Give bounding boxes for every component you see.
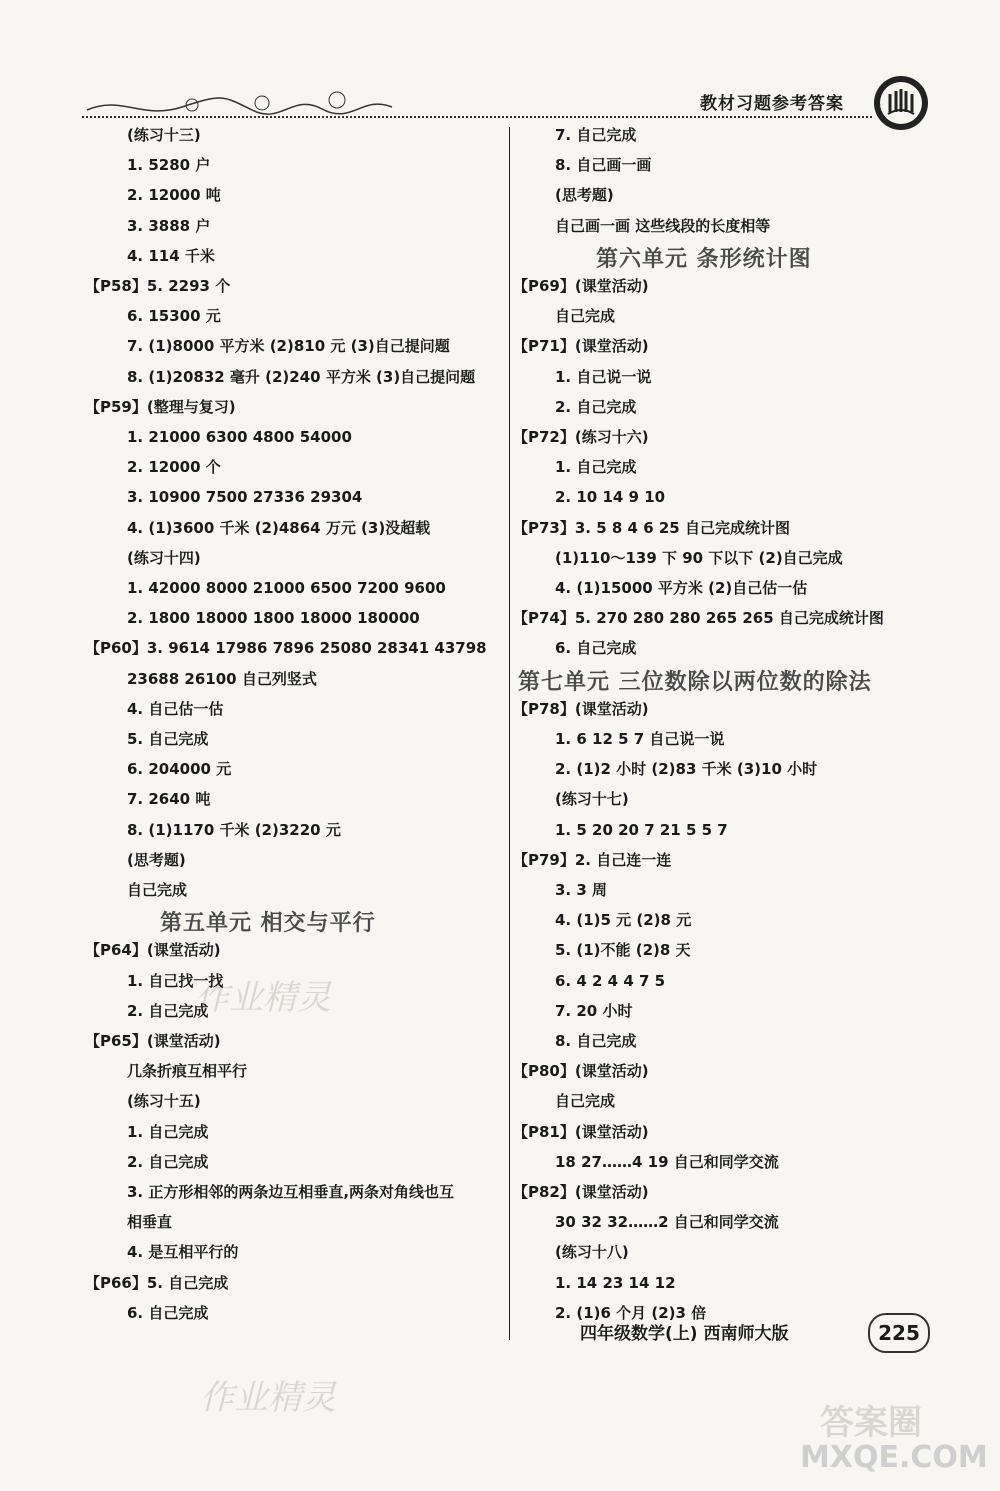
answer-line: 几条折痕互相平行 [127, 1062, 248, 1081]
answer-line: 【P73】3. 5 8 4 6 25 自己完成统计图 [513, 518, 790, 537]
answer-line: 8. 自己画一画 [555, 156, 652, 175]
answer-line: 【P59】(整理与复习) [85, 397, 236, 416]
answer-line: 2. 自己完成 [127, 1152, 209, 1171]
answer-line: 3. 3 周 [555, 881, 608, 899]
answer-line: 8. (1)1170 千米 (2)3220 元 [127, 820, 341, 839]
answer-line: 7. 自己完成 [555, 126, 637, 144]
answer-line: 【P72】(练习十六) [513, 428, 649, 446]
watermark: 作业精灵 [200, 1378, 336, 1418]
book-logo-icon [880, 82, 922, 124]
answer-line: 1. 5280 户 [127, 156, 211, 175]
answer-line: 2. 自己完成 [555, 397, 637, 416]
answer-line: 【P65】(课堂活动) [85, 1032, 221, 1050]
answer-line: 18 27……4 19 自己和同学交流 [555, 1152, 779, 1171]
answer-line: 1. 14 23 14 12 [555, 1273, 676, 1292]
answer-line: 7. 20 小时 [555, 1001, 633, 1020]
answer-line: 自己画一画 这些线段的长度相等 [555, 216, 771, 235]
header-title: 教材习题参考答案 [700, 94, 844, 114]
answer-line: 3. 10900 7500 27336 29304 [127, 488, 363, 507]
answer-line: 23688 26100 自己列竖式 [127, 669, 317, 688]
answer-line: 3. 正方形相邻的两条边互相垂直,两条对角线也互 [127, 1183, 455, 1201]
answer-line: 【P82】(课堂活动) [513, 1183, 649, 1201]
footer-label: 四年级数学(上) 西南师大版 [580, 1324, 789, 1344]
answer-line: 4. 114 千米 [127, 246, 215, 265]
answer-line: (练习十五) [127, 1092, 201, 1111]
answer-line: 4. 自己估一估 [127, 699, 224, 718]
answer-line: 1. 自己完成 [127, 1122, 209, 1141]
answer-line: 【P60】3. 9614 17986 7896 25080 28341 43798 [85, 639, 487, 658]
answer-line: 2. 12000 个 [127, 458, 221, 477]
answer-line: 2. (1)2 小时 (2)83 千米 (3)10 小时 [555, 760, 818, 779]
answer-line: 【P58】5. 2293 个 [85, 277, 231, 295]
answer-line: 1. 自己完成 [555, 458, 637, 477]
answer-line: 1. 5 20 20 7 21 5 5 7 [555, 820, 728, 839]
answer-line: 3. 3888 户 [127, 216, 211, 235]
page-number: 225 [868, 1313, 930, 1353]
answer-line: 【P78】(课堂活动) [513, 699, 649, 718]
answer-line: 【P74】5. 270 280 280 265 265 自己完成统计图 [513, 609, 884, 628]
answer-line: 2. 自己完成 [127, 1001, 209, 1020]
answer-line: 自己完成 [127, 881, 188, 899]
answer-line: 7. (1)8000 平方米 (2)810 元 (3)自己提问题 [127, 337, 450, 356]
answer-line: (练习十三) [127, 126, 201, 144]
answer-line: (1)110～139 下 90 下以下 (2)自己完成 [555, 548, 843, 567]
answer-line: 2. 1800 18000 1800 18000 180000 [127, 609, 420, 628]
watermark: 答案圈 [820, 1403, 922, 1443]
answer-line: (思考题) [555, 186, 614, 205]
answer-line: 【P79】2. 自己连一连 [513, 850, 672, 869]
answer-line: 4. 是互相平行的 [127, 1243, 239, 1262]
page-header [0, 0, 1000, 140]
answer-line: 6. 自己完成 [127, 1303, 209, 1322]
answer-line: 1. 42000 8000 21000 6500 7200 9600 [127, 579, 446, 597]
answer-line: (练习十七) [555, 790, 629, 809]
answer-line: (练习十八) [555, 1243, 629, 1262]
answer-line: 1. 自己说一说 [555, 367, 652, 386]
answer-line: 6. 204000 元 [127, 760, 232, 779]
header-divider [82, 116, 872, 118]
answer-line: 1. 自己找一找 [127, 971, 224, 990]
answer-line: 【P80】(课堂活动) [513, 1062, 649, 1081]
watermark-url: MXQE.COM [800, 1440, 988, 1475]
answer-line: 6. 自己完成 [555, 639, 637, 658]
answer-line: 6. 4 2 4 4 7 5 [555, 971, 666, 990]
answer-line: 自己完成 [555, 1092, 616, 1111]
answer-line: 1. 6 12 5 7 自己说一说 [555, 730, 725, 748]
section-heading: 第七单元 三位数除以两位数的除法 [518, 669, 872, 695]
answer-line: 1. 21000 6300 4800 54000 [127, 428, 352, 446]
answer-line: 2. 12000 吨 [127, 186, 221, 205]
answer-line: 8. 自己完成 [555, 1032, 637, 1050]
answer-line: 【P81】(课堂活动) [513, 1122, 649, 1141]
section-heading: 第六单元 条形统计图 [596, 246, 812, 272]
column-divider [509, 127, 510, 1340]
answer-line: 5. 自己完成 [127, 730, 209, 748]
answer-line: 【P69】(课堂活动) [513, 277, 649, 295]
watermark: 作业精灵 [195, 978, 331, 1018]
answer-line: (思考题) [127, 850, 186, 869]
answer-line: 相垂直 [127, 1213, 173, 1232]
answer-line: 8. (1)20832 毫升 (2)240 平方米 (3)自己提问题 [127, 367, 476, 386]
answer-line: 30 32 32……2 自己和同学交流 [555, 1213, 779, 1232]
answer-line: 4. (1)3600 千米 (2)4864 万元 (3)没超载 [127, 518, 431, 537]
answer-line: 6. 15300 元 [127, 307, 221, 326]
answer-line: 4. (1)15000 平方米 (2)自己估一估 [555, 579, 808, 597]
answer-line: 2. 10 14 9 10 [555, 488, 666, 507]
answer-line: 【P66】5. 自己完成 [85, 1273, 229, 1292]
answer-line: 5. (1)不能 (2)8 天 [555, 941, 691, 960]
answer-line: 7. 2640 吨 [127, 790, 211, 809]
publisher-logo [874, 76, 928, 130]
answer-line: 4. (1)5 元 (2)8 元 [555, 911, 692, 930]
answer-line: 2. (1)6 个月 (2)3 倍 [555, 1303, 707, 1322]
answer-line: (练习十四) [127, 548, 201, 567]
answer-line: 【P71】(课堂活动) [513, 337, 649, 356]
answer-line: 【P64】(课堂活动) [85, 941, 221, 960]
decorative-swirl-icon [82, 85, 682, 125]
answer-line: 自己完成 [555, 307, 616, 326]
section-heading: 第五单元 相交与平行 [160, 911, 376, 937]
